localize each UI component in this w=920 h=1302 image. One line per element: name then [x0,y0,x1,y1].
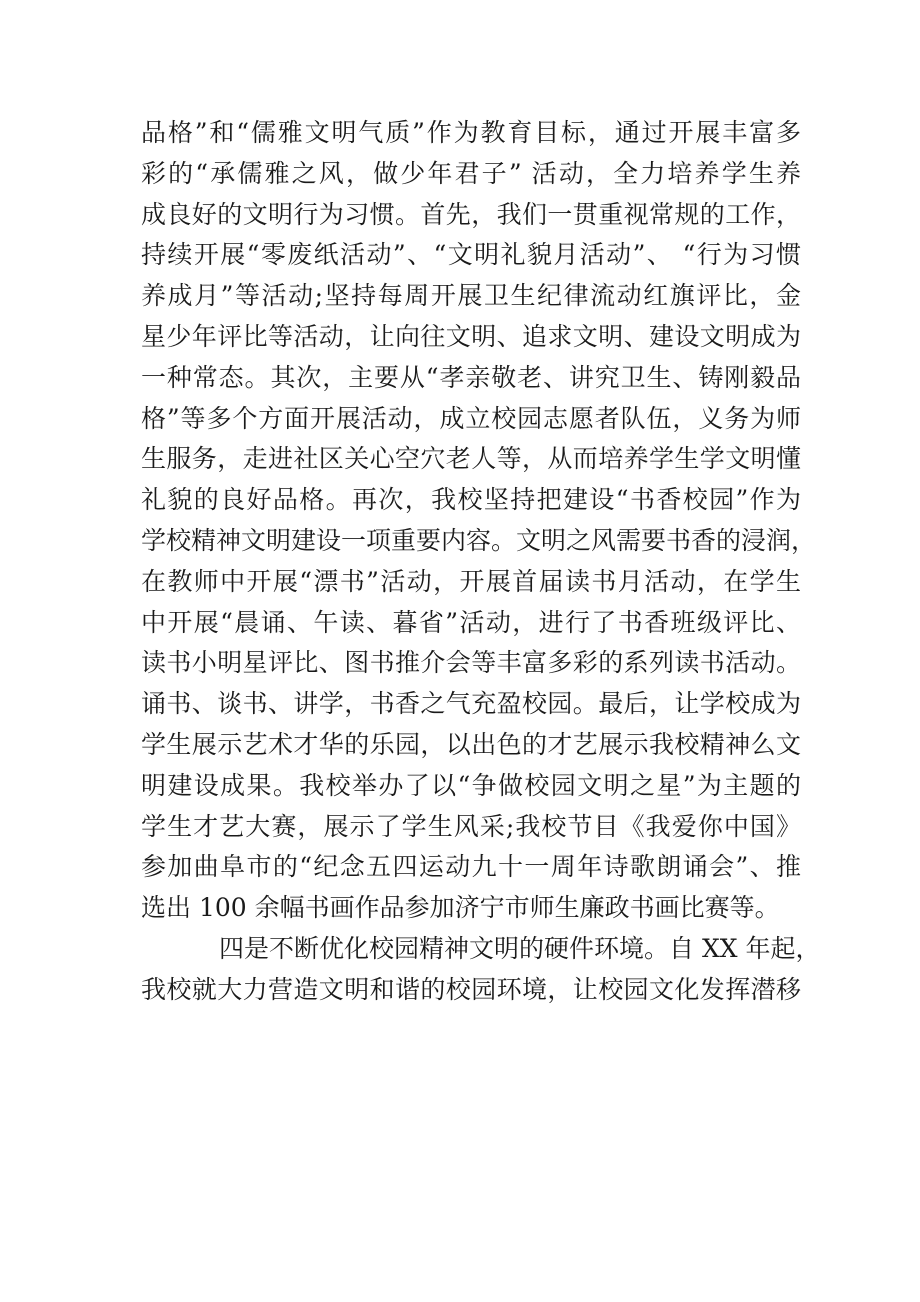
paragraph-2 [141,929,821,1011]
text-line: 持续开展“零废纸活动”、“文明礼貌月活动”、 “行为习惯 [141,240,801,270]
text-line: 格”等多个方面开展活动，成立校园志愿者队伍，义务为师 [141,403,801,433]
text-line: 选出 100 余幅书画作品参加济宁市师生廉政书画比赛等。 [141,893,780,923]
text-line: 中开展“晨诵、午读、暮省”活动，进行了书香班级评比、 [141,607,801,637]
text-line: 诵书、谈书、讲学，书香之气充盈校园。最后，让学校成为 [141,689,801,719]
text-line: 养成月”等活动;坚持每周开展卫生纪律流动红旗评比，金 [141,281,801,311]
text-line: 四是不断优化校园精神文明的硬件环境。自 XX 年起， [219,933,821,963]
text-line: 学校精神文明建设一项重要内容。文明之风需要书香的浸润， [141,525,817,555]
text-line: 明建设成果。我校举办了以“争做校园文明之星”为主题的 [141,770,801,800]
text-line: 成良好的文明行为习惯。首先，我们一贯重视常规的工作， [141,199,801,229]
text-line: 我校就大力营造文明和谐的校园环境，让校园文化发挥潜移 [141,974,801,1004]
text-line: 读书小明星评比、图书推介会等丰富多彩的系列读书活动。 [141,648,801,678]
paragraph-1 [141,113,817,929]
text-line: 学生展示艺术才华的乐园，以出色的才艺展示我校精神么文 [141,729,801,759]
text-line: 彩的“承儒雅之风，做少年君子” 活动，全力培养学生养 [141,158,801,188]
text-line: 品格”和“儒雅文明气质”作为教育目标，通过开展丰富多 [141,118,801,147]
text-line: 一种常态。其次，主要从“孝亲敬老、讲究卫生、铸刚毅品 [141,362,801,392]
text-line: 生服务，走进社区关心空穴老人等，从而培养学生学文明懂 [141,444,801,474]
document-body [141,113,821,1011]
text-line: 参加曲阜市的“纪念五四运动九十一周年诗歌朗诵会”、推 [141,852,801,882]
text-line: 学生才艺大赛，展示了学生风采;我校节目《我爱你中国》 [141,811,801,841]
text-line: 礼貌的良好品格。再次，我校坚持把建设“书香校园”作为 [141,485,801,515]
text-line: 星少年评比等活动，让向往文明、追求文明、建设文明成为 [141,321,801,351]
text-line: 在教师中开展“漂书”活动，开展首届读书月活动，在学生 [141,566,801,596]
